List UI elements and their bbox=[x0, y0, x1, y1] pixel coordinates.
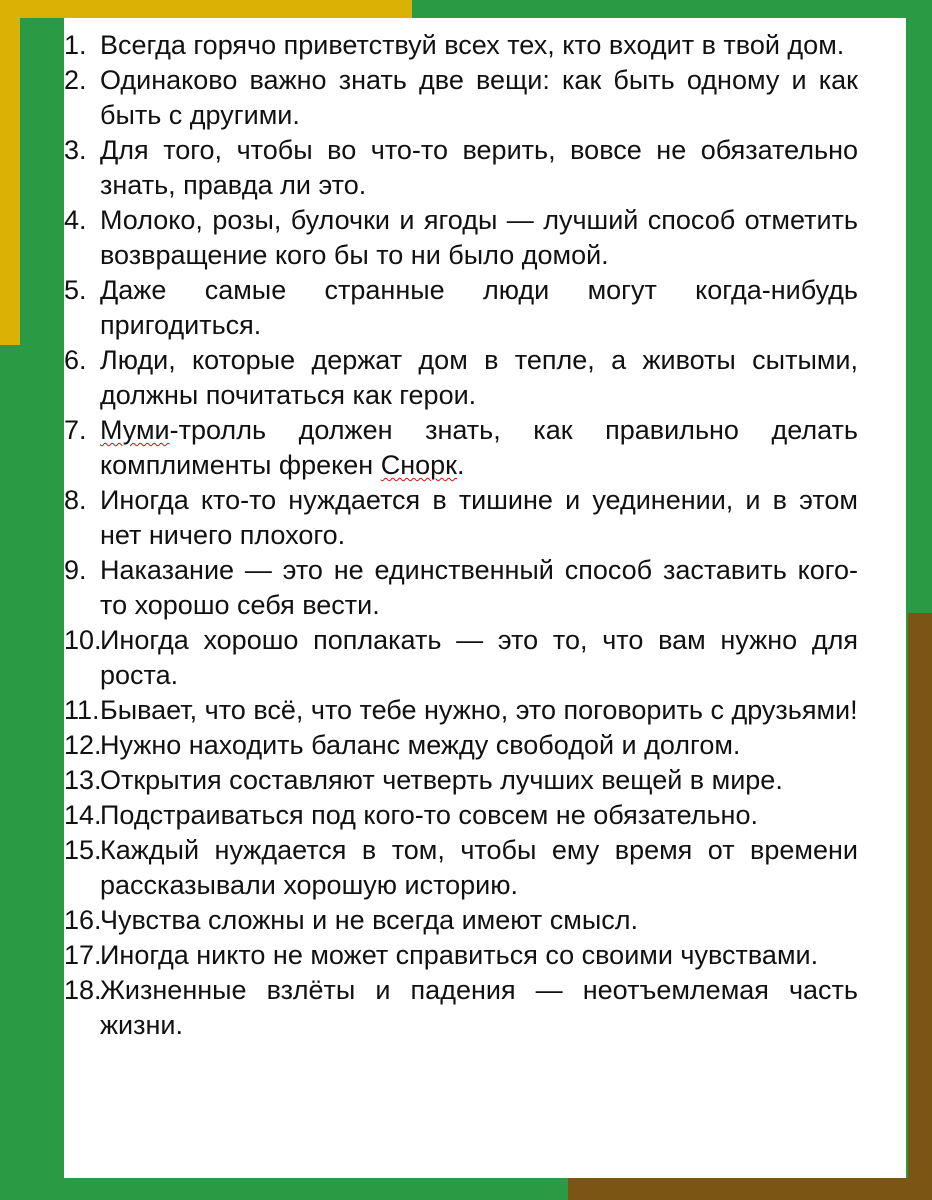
item-number: 14. bbox=[64, 800, 102, 830]
corner-accent-brown-bottom bbox=[568, 1178, 932, 1200]
list-item bbox=[64, 938, 858, 973]
item-number: 5. bbox=[64, 275, 87, 305]
item-text: Молоко, розы, булочки и ягоды — лучший способ отметить возвращение кого бы то ни было домой. bbox=[100, 205, 858, 270]
list-item bbox=[64, 273, 858, 343]
item-number: 3. bbox=[64, 135, 87, 165]
item-text-segment: -тролль должен знать, как правильно делать комплименты фрекен bbox=[100, 415, 858, 480]
item-text: Иногда кто-то нуждается в тишине и уединении, и в этом нет ничего плохого. bbox=[100, 485, 858, 550]
item-number: 15. bbox=[64, 835, 102, 865]
list-item bbox=[64, 973, 858, 1043]
item-number: 2. bbox=[64, 65, 87, 95]
item-number: 8. bbox=[64, 485, 87, 515]
document-page bbox=[64, 18, 906, 1178]
item-text: Подстраиваться под кого-то совсем не обязательно. bbox=[100, 800, 758, 830]
item-text: Одинаково важно знать две вещи: как быть одному и как быть с другими. bbox=[100, 65, 858, 130]
list-item bbox=[64, 693, 858, 728]
item-number: 4. bbox=[64, 205, 87, 235]
item-text: Бывает, что всё, что тебе нужно, это поговорить с друзьями! bbox=[100, 695, 858, 725]
item-text-segment: . bbox=[456, 450, 465, 480]
spellcheck-flagged-word: Муми bbox=[100, 415, 170, 445]
list-item bbox=[64, 833, 858, 903]
list-item bbox=[64, 798, 858, 833]
item-number: 6. bbox=[64, 345, 87, 375]
corner-accent-yellow-left bbox=[0, 0, 20, 345]
list-item bbox=[64, 553, 858, 623]
list-item bbox=[64, 728, 858, 763]
list-item bbox=[64, 483, 858, 553]
item-number: 18. bbox=[64, 975, 102, 1005]
item-number: 7. bbox=[64, 415, 87, 445]
item-number: 11. bbox=[64, 695, 100, 725]
item-text: Даже самые странные люди могут когда-нибудь пригодиться. bbox=[100, 275, 858, 340]
list-item bbox=[64, 28, 858, 63]
item-text: Иногда хорошо поплакать — это то, что вам нужно для роста. bbox=[100, 625, 858, 690]
item-number: 17. bbox=[64, 940, 102, 970]
item-text: Всегда горячо приветствуй всех тех, кто входит в твой дом. bbox=[100, 30, 845, 60]
item-text: Иногда никто не может справиться со своими чувствами. bbox=[100, 940, 819, 970]
numbered-list bbox=[64, 28, 858, 1043]
list-item bbox=[64, 203, 858, 273]
item-text bbox=[100, 413, 858, 483]
list-item bbox=[64, 623, 858, 693]
item-text: Каждый нуждается в том, чтобы ему время от времени рассказывали хорошую историю. bbox=[100, 835, 858, 900]
item-number: 12. bbox=[64, 730, 102, 760]
item-number: 13. bbox=[64, 765, 102, 795]
item-text: Жизненные взлёты и падения — неотъемлемая часть жизни. bbox=[100, 975, 858, 1040]
spellcheck-flagged-word: Снорк bbox=[380, 450, 457, 480]
item-text: Наказание — это не единственный способ заставить кого-то хорошо себя вести. bbox=[100, 555, 858, 620]
item-text: Нужно находить баланс между свободой и долгом. bbox=[100, 730, 741, 760]
corner-accent-brown-right bbox=[908, 613, 932, 1200]
corner-accent-yellow-top bbox=[0, 0, 412, 18]
item-text: Люди, которые держат дом в тепле, а животы сытыми, должны почитаться как герои. bbox=[100, 345, 858, 410]
item-number: 1. bbox=[64, 30, 87, 60]
item-text: Открытия составляют четверть лучших вещей в мире. bbox=[100, 765, 783, 795]
item-text: Чувства сложны и не всегда имеют смысл. bbox=[100, 905, 638, 935]
list-item bbox=[64, 133, 858, 203]
item-number: 16. bbox=[64, 905, 102, 935]
item-text: Для того, чтобы во что-то верить, вовсе не обязательно знать, правда ли это. bbox=[100, 135, 858, 200]
list-item bbox=[64, 763, 858, 798]
list-item bbox=[64, 63, 858, 133]
list-item bbox=[64, 903, 858, 938]
item-number: 9. bbox=[64, 555, 87, 585]
list-item bbox=[64, 413, 858, 483]
list-item bbox=[64, 343, 858, 413]
item-number: 10. bbox=[64, 625, 102, 655]
